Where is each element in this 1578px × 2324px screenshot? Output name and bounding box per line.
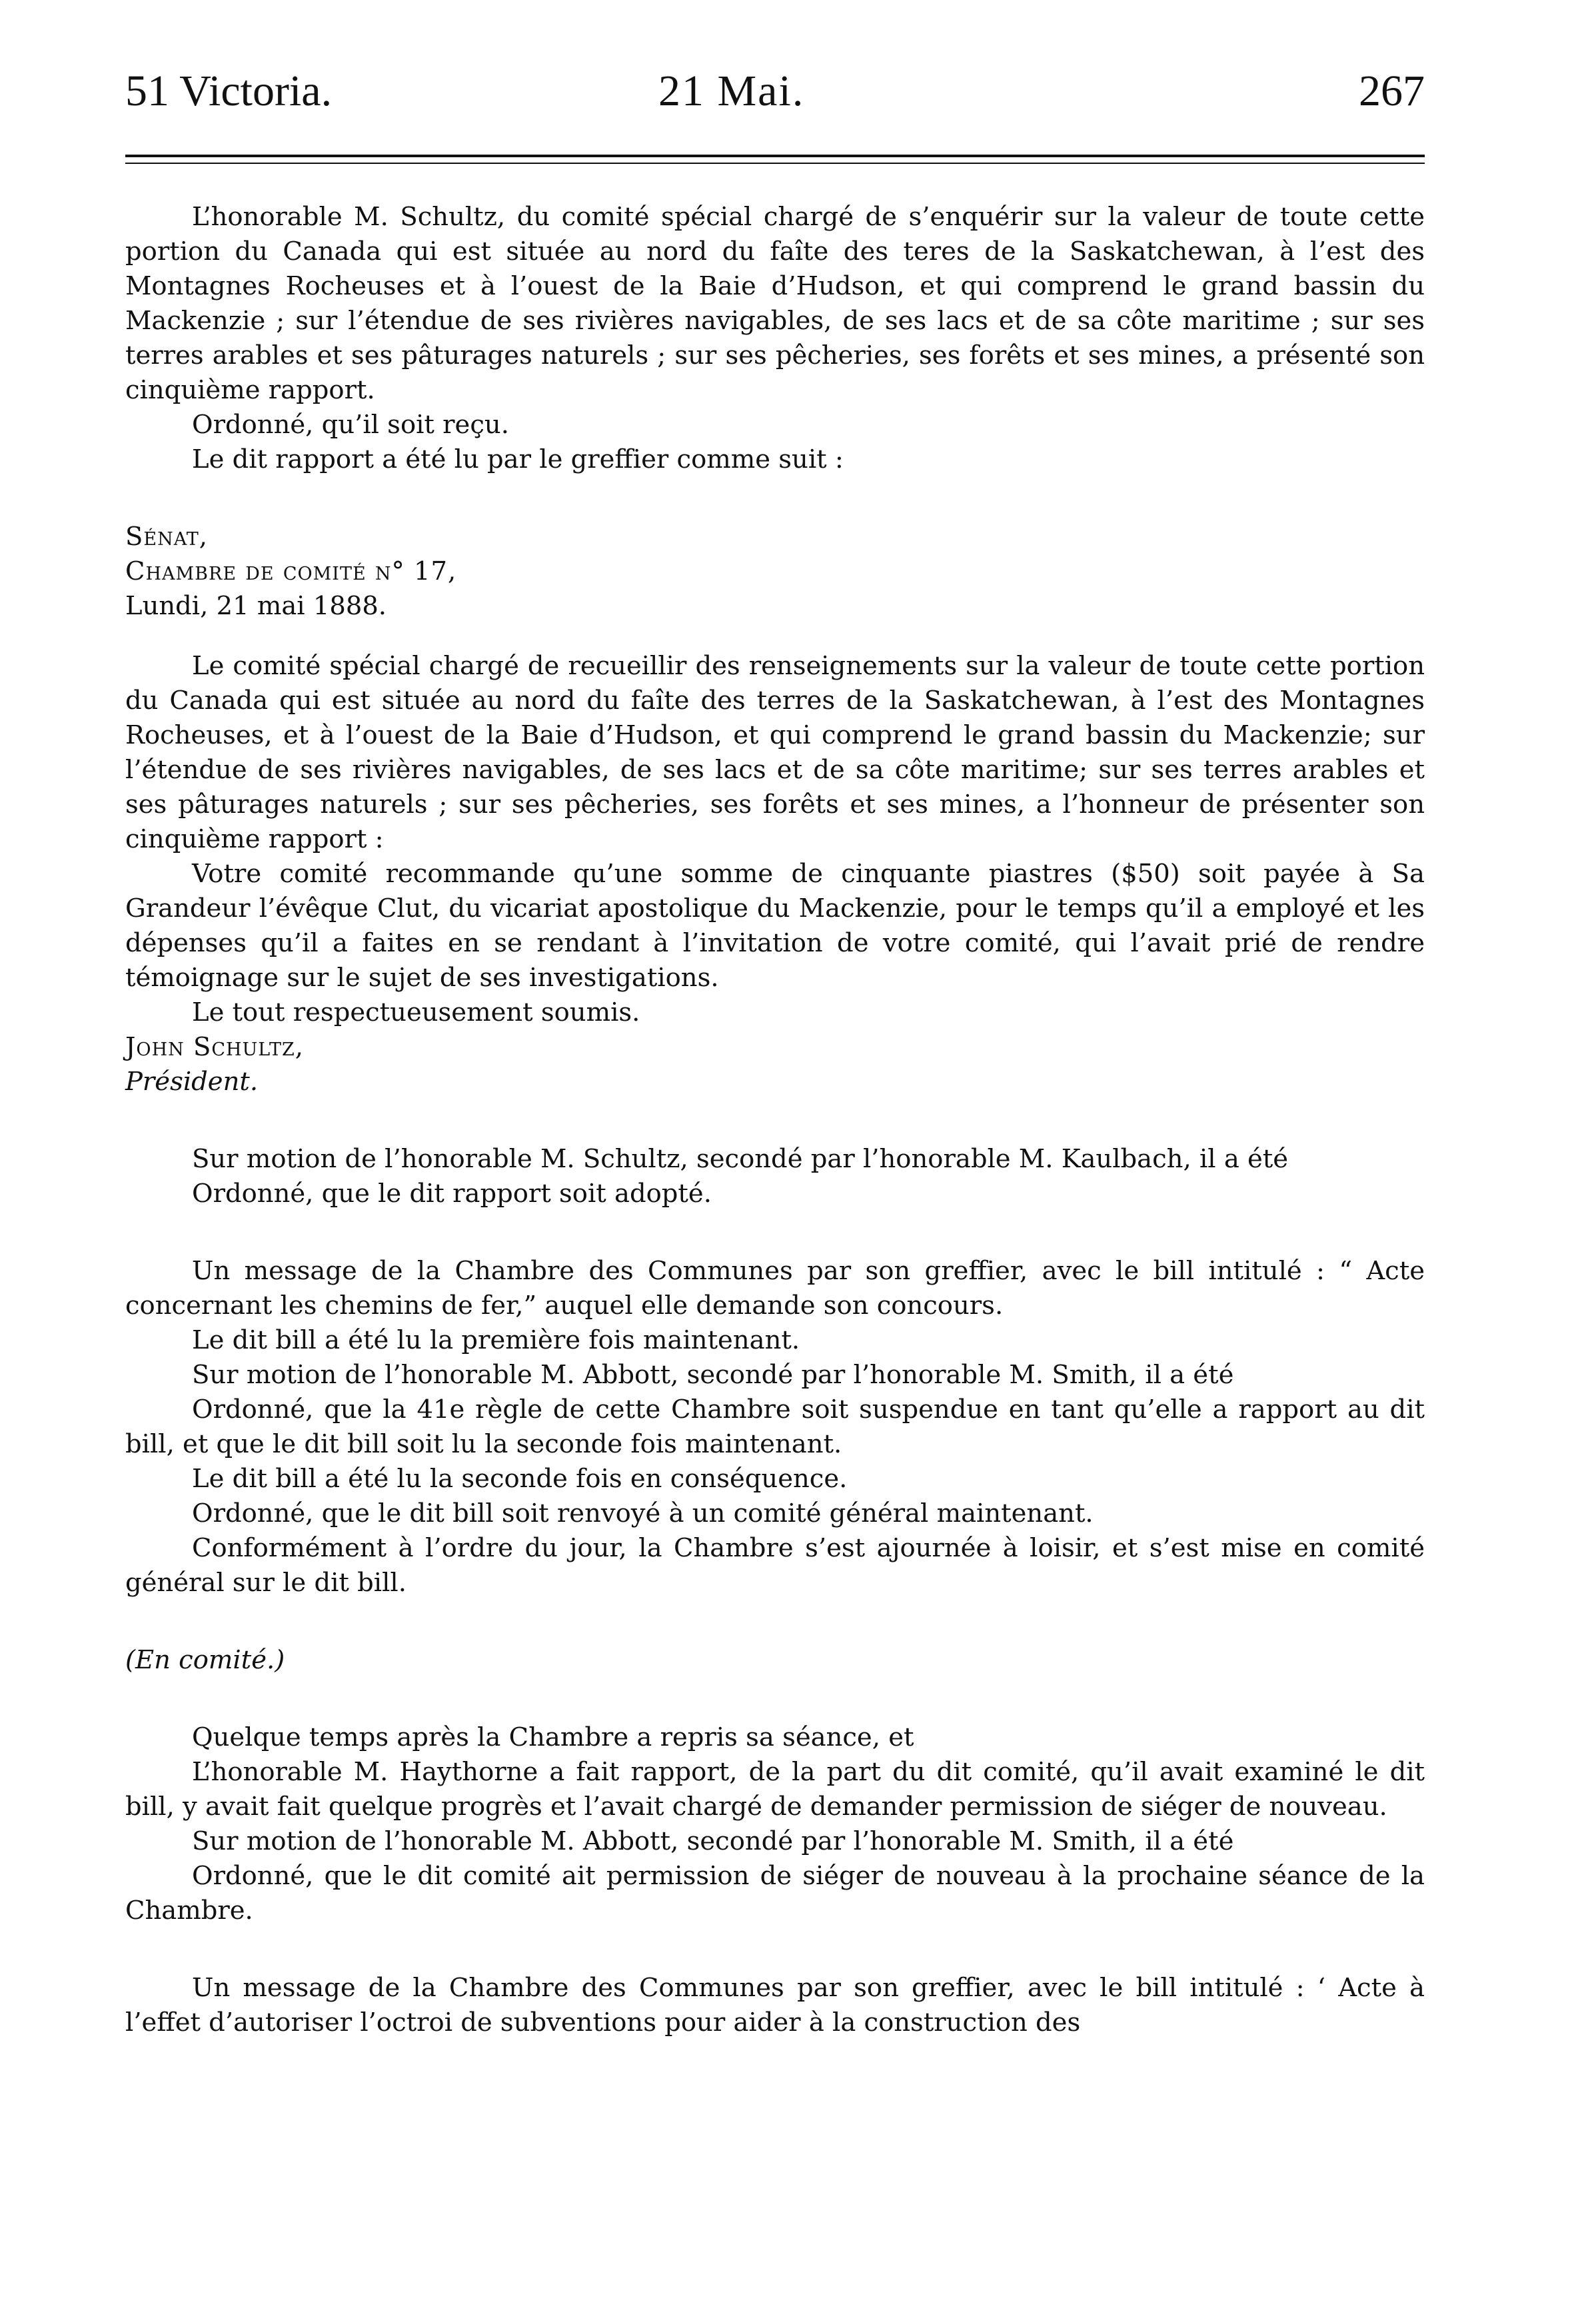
report-date: Lundi, 21 mai 1888.: [125, 591, 387, 621]
spacer: [125, 1211, 1425, 1254]
paragraph: Le dit rapport a été lu par le greffier comme suit :: [192, 444, 844, 474]
header-rule-thin: [125, 163, 1425, 164]
paragraph: Le dit bill a été lu la seconde fois en conséquence.: [192, 1464, 848, 1494]
signature-name: John Schultz,: [125, 1032, 305, 1062]
running-header: [125, 61, 1425, 121]
spacer: [125, 1600, 1425, 1643]
paragraph: L’honorable M. Haythorne a fait rapport, de la part du dit comité, qu’il avait examiné le dit bill, y avait fait quelque progrès et l’avait chargé de demander permission de siéger de nouveau.: [125, 1757, 1425, 1822]
header-date: 21 Mai.: [658, 67, 805, 115]
paragraph: Le tout respectueusement soumis.: [192, 997, 640, 1027]
paragraph: L’honorable M. Schultz, du comité spécial chargé de s’enquérir sur la valeur de toute cette portion du Canada qui est située au nord du faîte des teres de la Saskatchewan, à l’est des Montagnes Rocheuses et à l’ouest de la Baie d’Hudson, et qui comprend le grand bassin du Mackenzie ; sur l’étendue de ses rivières navigables, de ses lacs et de sa côte maritime ; sur ses terres arables et ses pâturages naturels ; sur ses pêcheries, ses forêts et ses mines, a présenté son cinquième rapport.: [125, 202, 1425, 405]
signature-title: Président.: [125, 1067, 259, 1097]
spacer: [125, 1928, 1425, 1971]
paragraph: Le dit bill a été lu la première fois maintenant.: [192, 1325, 800, 1355]
spacer: [125, 624, 1425, 649]
paragraph: Un message de la Chambre des Communes par son greffier, avec le bill intitulé : ‘ Acte à l’effet d’autoriser l’octroi de subventions pour aider à la construction des: [125, 1973, 1425, 2037]
report-heading-senat: Sénat,: [125, 522, 208, 552]
section-heading-en-comite: (En comité.): [125, 1645, 285, 1675]
paragraph: Ordonné, que le dit rapport soit adopté.: [192, 1179, 712, 1209]
header-session: 51 Victoria.: [125, 67, 333, 115]
paragraph: Votre comité recommande qu’une somme de cinquante piastres ($50) soit payée à Sa Grandeur l’évêque Clut, du vicariat apostolique du Mackenzie, pour le temps qu’il a employé et les dépenses qu’il a faites en se rendant à l’invitation de votre comité, qui l’avait prié de rendre témoignage sur le sujet de ses investigations.: [125, 859, 1425, 993]
paragraph: Le comité spécial chargé de recueillir des renseignements sur la valeur de toute cette portion du Canada qui est située au nord du faîte des terres de la Saskatchewan, à l’est des Montagnes Rocheuses, et à l’ouest de la Baie d’Hudson, et qui comprend le grand bassin du Mackenzie; sur l’étendue de ses rivières navigables, de ses lacs et de sa côte maritime; sur ses terres arables et ses pâturages naturels ; sur ses pêcheries, ses forêts et ses mines, a l’honneur de présenter son cinquième rapport :: [125, 651, 1425, 854]
document-page: [125, 0, 1425, 2324]
paragraph: Ordonné, qu’il soit reçu.: [192, 410, 509, 440]
paragraph: Quelque temps après la Chambre a repris sa séance, et: [192, 1722, 914, 1752]
paragraph: Un message de la Chambre des Communes par son greffier, avec le bill intitulé : “ Acte concernant les chemins de fer,” auquel elle demande son concours.: [125, 1256, 1425, 1321]
page-number: 267: [1359, 67, 1425, 115]
paragraph: Sur motion de l’honorable M. Abbott, secondé par l’honorable M. Smith, il a été: [192, 1360, 1234, 1390]
document-body: [125, 200, 1425, 2040]
header-rule-thick: [125, 155, 1425, 157]
spacer: [125, 1678, 1425, 1720]
paragraph: Ordonné, que la 41e règle de cette Chambre soit suspendue en tant qu’elle a rapport au dit bill, et que le dit bill soit lu la seconde fois maintenant.: [125, 1395, 1425, 1459]
paragraph: Sur motion de l’honorable M. Abbott, secondé par l’honorable M. Smith, il a été: [192, 1826, 1234, 1856]
paragraph: Conformément à l’ordre du jour, la Chambre s’est ajournée à loisir, et s’est mise en comité général sur le dit bill.: [125, 1533, 1425, 1598]
paragraph: Ordonné, que le dit bill soit renvoyé à un comité général maintenant.: [192, 1498, 1094, 1528]
spacer: [125, 477, 1425, 520]
paragraph: Ordonné, que le dit comité ait permission de siéger de nouveau à la prochaine séance de la Chambre.: [125, 1861, 1425, 1926]
spacer: [125, 1099, 1425, 1142]
paragraph: Sur motion de l’honorable M. Schultz, secondé par l’honorable M. Kaulbach, il a été: [192, 1144, 1289, 1174]
report-heading-chambre: Chambre de comité n° 17,: [125, 556, 457, 586]
